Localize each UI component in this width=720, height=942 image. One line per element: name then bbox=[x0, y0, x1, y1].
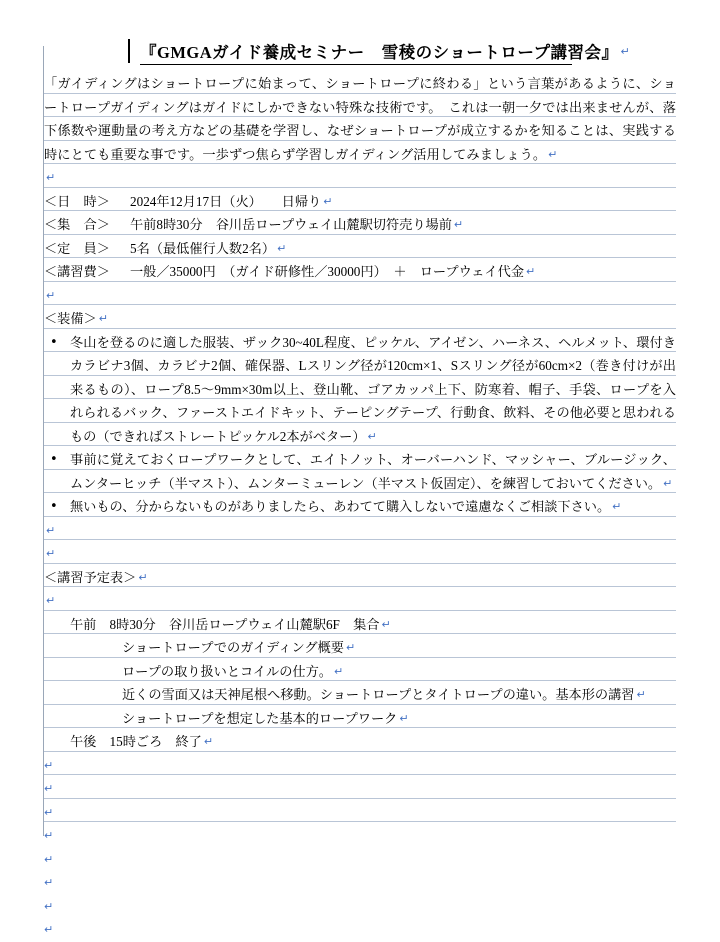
bullet-dot-icon: • bbox=[50, 499, 58, 514]
paragraph-mark-icon: ↵ bbox=[46, 288, 56, 302]
info-value: 2024年12月17日（火） 日帰り bbox=[130, 193, 322, 209]
paragraph-mark-icon: ↵ bbox=[138, 570, 148, 584]
paragraph-mark-icon: ↵ bbox=[636, 688, 646, 701]
info-label: ＜集 合＞ bbox=[44, 217, 110, 232]
list-item-text: 冬山を登るのに適した服装、ザック30~40L程度、ピッケル、アイゼン、ハーネス、ヘルメット、環付きカラビナ3個、カラビナ2個、確保器、Lスリング径が120cm×1、Sスリング径が60cm×2（巻き付けが出来るもの）、ロープ8.5〜9mm×30m以上、登山靴、ゴアカッパ上下、防寒着、帽子、手袋、ロープを入れられるバック、ファーストエイドキット、テーピングテープ、行動食、飲料、その他必要と思われるもの（できればストレートピッケル2本がベター） bbox=[70, 334, 676, 444]
info-value: 午前8時30分 谷川岳ロープウェイ山麓駅切符売り場前 bbox=[130, 217, 452, 232]
paragraph-mark-icon: ↵ bbox=[203, 735, 214, 748]
schedule-text: ロープの取り扱いとコイルの仕方。 bbox=[122, 663, 332, 679]
title-underline bbox=[140, 64, 572, 65]
info-row-capacity bbox=[44, 237, 676, 261]
list-item-text: 無いもの、分からないものがありましたら、あわてて購入しないで遠慮なくご相談下さい。 bbox=[70, 499, 611, 514]
info-label: ＜定 員＞ bbox=[44, 240, 110, 256]
paragraph-mark-icon: ↵ bbox=[612, 500, 622, 513]
paragraph-mark-icon: ↵ bbox=[44, 782, 54, 795]
paragraph-mark-icon: ↵ bbox=[399, 711, 409, 725]
paragraph-mark-icon: ↵ bbox=[44, 899, 54, 913]
equipment-heading bbox=[44, 307, 676, 331]
paragraph-mark-icon: ↵ bbox=[620, 44, 630, 58]
equipment-heading-text: ＜装備＞ bbox=[44, 311, 97, 326]
schedule-heading-text: ＜講習予定表＞ bbox=[44, 569, 137, 585]
info-label: ＜日 時＞ bbox=[44, 193, 110, 209]
paragraph-mark-icon: ↵ bbox=[548, 147, 558, 161]
paragraph-mark-icon: ↵ bbox=[44, 923, 54, 936]
paragraph-mark-icon: ↵ bbox=[367, 429, 377, 443]
schedule-row bbox=[44, 730, 676, 754]
list-item bbox=[44, 331, 676, 449]
paragraph-mark-icon: ↵ bbox=[44, 758, 54, 772]
schedule-row bbox=[44, 613, 676, 637]
paragraph-mark-icon: ↵ bbox=[345, 641, 356, 654]
blank-line bbox=[44, 589, 676, 613]
schedule-row bbox=[44, 636, 676, 660]
paragraph-mark-icon: ↵ bbox=[453, 218, 464, 231]
paragraph-mark-icon: ↵ bbox=[98, 312, 108, 325]
title-left-bar bbox=[128, 39, 130, 63]
intro-paragraph bbox=[44, 72, 676, 166]
paragraph-mark-icon: ↵ bbox=[323, 194, 333, 208]
schedule-text: ショートロープを想定した基本的ロープワーク bbox=[122, 710, 398, 726]
blank-line bbox=[44, 166, 676, 190]
document-title-text: 『GMGAガイド養成セミナー 雪稜のショートロープ講習会』 bbox=[140, 43, 619, 62]
schedule-text: 近くの雪面又は天神尾根へ移動。ショートロープとタイトロープの違い。基本形の講習 bbox=[122, 687, 635, 702]
paragraph-mark-icon: ↵ bbox=[663, 476, 673, 490]
info-value: 一般／35000円 （ガイド研修性／30000円） ＋ ロープウェイ代金 bbox=[130, 264, 525, 279]
list-item bbox=[44, 495, 676, 519]
info-label: ＜講習費＞ bbox=[44, 264, 110, 279]
schedule-row bbox=[44, 707, 676, 731]
info-row-date bbox=[44, 190, 676, 214]
paragraph-mark-icon: ↵ bbox=[44, 829, 54, 842]
paragraph-mark-icon: ↵ bbox=[44, 805, 54, 819]
info-row-meeting bbox=[44, 213, 676, 237]
paragraph-mark-icon: ↵ bbox=[381, 617, 391, 631]
bullet-dot-icon: • bbox=[50, 452, 58, 467]
intro-text: 「ガイディングはショートロープに始まって、ショートロープに終わる」という言葉があるように、ショートロープガイディングはガイドにしかできない特殊な技術です。 これは一朝一夕では出来ませんが、落下係数や運動量の考え方などの基礎を学習し、なぜショートロープが成立するかを知ることは、実践する時にとても重要な事です。一歩ずつ焦らず学習しガイディング活用してみましょう。 bbox=[44, 76, 676, 162]
document-title bbox=[44, 36, 676, 66]
schedule-text: 午後 15時ごろ 終了 bbox=[70, 734, 202, 749]
equipment-list bbox=[44, 331, 676, 519]
blank-line bbox=[44, 542, 676, 566]
paragraph-mark-icon: ↵ bbox=[44, 876, 54, 889]
paragraph-mark-icon: ↵ bbox=[46, 523, 56, 537]
paragraph-mark-icon: ↵ bbox=[44, 852, 54, 866]
list-item bbox=[44, 448, 676, 495]
paragraph-mark-icon: ↵ bbox=[46, 547, 56, 560]
trailing-blank-lines bbox=[44, 754, 676, 942]
schedule-text: 午前 8時30分 谷川岳ロープウェイ山麓駅6F 集合 bbox=[70, 616, 380, 632]
blank-line bbox=[44, 519, 676, 543]
paragraph-mark-icon: ↵ bbox=[46, 171, 56, 184]
paragraph-mark-icon: ↵ bbox=[333, 664, 344, 678]
paragraph-mark-icon: ↵ bbox=[526, 265, 536, 278]
schedule-text: ショートロープでのガイディング概要 bbox=[122, 640, 344, 655]
info-row-fee bbox=[44, 260, 676, 284]
schedule-row bbox=[44, 660, 676, 684]
paragraph-mark-icon: ↵ bbox=[46, 594, 56, 607]
info-value: 5名（最低催行人数2名） bbox=[130, 240, 276, 256]
blank-line bbox=[44, 284, 676, 308]
schedule-heading bbox=[44, 566, 676, 590]
list-item-text: 事前に覚えておくロープワークとして、エイトノット、オーバーハンド、マッシャー、ブルージック、ムンターヒッチ（半マスト）、ムンターミューレン（半マスト仮固定）、を練習しておいてください。 bbox=[70, 452, 676, 491]
schedule-row bbox=[44, 683, 676, 707]
paragraph-mark-icon: ↵ bbox=[277, 241, 287, 255]
bullet-dot-icon: • bbox=[50, 334, 58, 350]
